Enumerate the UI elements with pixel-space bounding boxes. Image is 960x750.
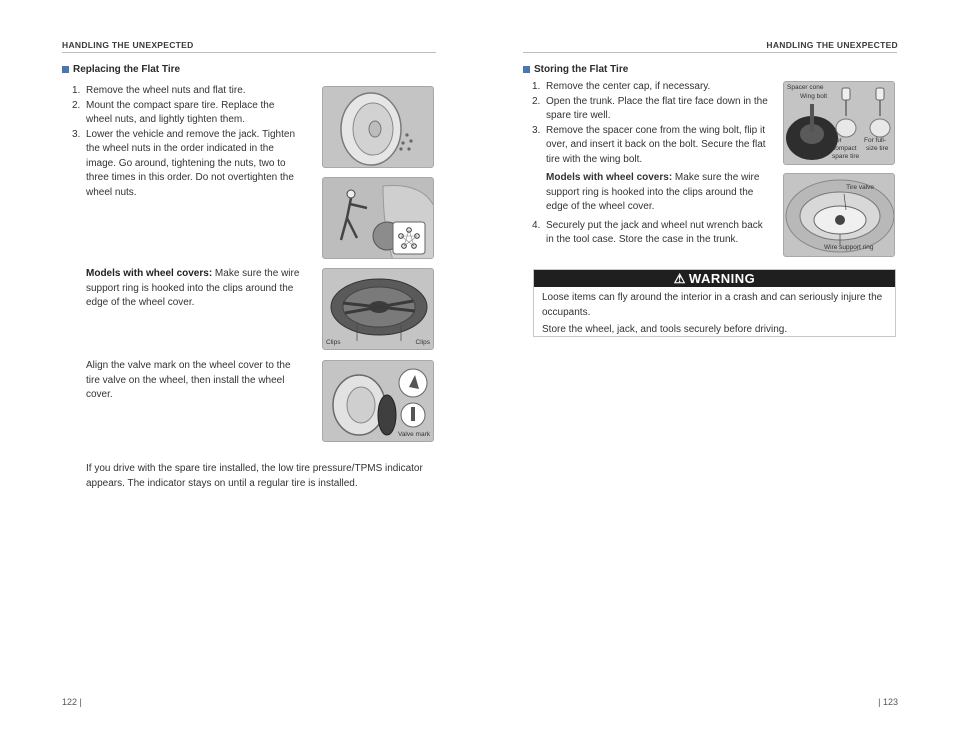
list-item bbox=[532, 124, 768, 168]
step-number: 3. bbox=[532, 124, 541, 136]
models-label: Models with wheel covers: bbox=[86, 268, 213, 279]
caption-wing-bolt: Wing bolt bbox=[800, 93, 828, 100]
header-rule-right bbox=[523, 52, 897, 53]
warning-triangle-icon: ⚠ bbox=[673, 270, 686, 286]
section-title-replacing bbox=[62, 64, 180, 75]
valve-mark-illustration bbox=[323, 361, 434, 442]
step-number: 1. bbox=[72, 85, 81, 96]
step-number: 1. bbox=[532, 81, 541, 92]
caption-for-full-1: For full- bbox=[864, 137, 887, 144]
tire-illustration bbox=[323, 87, 434, 168]
wheel-covers-note-right bbox=[532, 171, 768, 215]
step-number: 3. bbox=[72, 128, 81, 140]
person-tightening-illustration bbox=[323, 178, 434, 259]
figure-spacer-cone bbox=[783, 81, 895, 165]
page-number-right: | 123 bbox=[878, 697, 898, 707]
warning-box bbox=[533, 269, 896, 337]
figure-wheel-cover-clips bbox=[322, 268, 434, 350]
section-title-text: Storing the Flat Tire bbox=[534, 64, 629, 75]
step-text: Lower the vehicle and remove the jack. Tighten the wheel nuts in the order indicated in the image. Go around, tightening the nuts, two to three times in this order. Do not overtighten the wheel nuts. bbox=[86, 128, 296, 198]
caption-valve-mark: Valve mark bbox=[397, 431, 430, 438]
list-item bbox=[532, 219, 768, 248]
models-label: Models with wheel covers: bbox=[546, 172, 673, 183]
warning-body bbox=[534, 287, 895, 345]
tpms-note: If you drive with the spare tire installed, the low tire pressure/TPMS indicator appears. The indicator stays on until a regular tire is installed. bbox=[86, 463, 423, 489]
section-marker-icon bbox=[523, 66, 530, 73]
caption-clips-left: Clips bbox=[326, 339, 341, 346]
warning-paragraph: Store the wheel, jack, and tools securely before driving. bbox=[542, 324, 788, 335]
section-title-storing bbox=[523, 64, 628, 75]
caption-spacer-cone: Spacer cone bbox=[787, 84, 824, 91]
warning-header bbox=[534, 270, 895, 287]
section-marker-icon bbox=[62, 66, 69, 73]
list-item bbox=[532, 95, 768, 124]
caption-wire-support-ring: Wire support ring bbox=[824, 244, 874, 251]
page-header-left: HANDLING THE UNEXPECTED bbox=[62, 40, 194, 50]
models-text: Make sure the wire support ring is hooked into the clips around the edge of the wheel cover. bbox=[86, 268, 300, 308]
step-text: Open the trunk. Place the flat tire face down in the spare tire well. bbox=[546, 95, 768, 121]
valve-align-note: Align the valve mark on the wheel cover to the tire valve on the wheel, then install the wheel cover. bbox=[86, 360, 291, 400]
step-number: 4. bbox=[532, 219, 541, 231]
list-item bbox=[72, 84, 300, 99]
warning-paragraph: Loose items can fly around the interior in a crash and can seriously injure the occupants. bbox=[542, 292, 883, 318]
caption-for-full-2: size tire bbox=[866, 145, 889, 152]
caption-for-compact-2: compact bbox=[832, 145, 857, 152]
caption-clips-right: Clips bbox=[415, 339, 430, 346]
page-header-right: HANDLING THE UNEXPECTED bbox=[766, 40, 898, 50]
wheel-covers-note-left bbox=[86, 267, 300, 311]
step-number: 2. bbox=[72, 99, 81, 111]
figure-tighten-order bbox=[322, 177, 434, 259]
list-item bbox=[72, 128, 300, 201]
section-title-text: Replacing the Flat Tire bbox=[73, 64, 181, 75]
models-text: Make sure the wire support ring is hooked into the clips around the edge of the wheel cover. bbox=[546, 172, 760, 212]
step-number: 2. bbox=[532, 95, 541, 107]
caption-for-compact-1: For bbox=[832, 137, 842, 144]
replace-steps bbox=[72, 84, 300, 200]
caption-tire-valve: Tire valve bbox=[846, 184, 874, 191]
figure-wheel-nuts bbox=[322, 86, 434, 168]
step-text: Securely put the jack and wheel nut wrench back in the tool case. Store the case in the trunk. bbox=[546, 219, 763, 245]
caption-for-compact-3: spare tire bbox=[832, 153, 860, 160]
list-item bbox=[532, 80, 768, 95]
list-item bbox=[72, 99, 300, 128]
step-text: Remove the spacer cone from the wing bolt, flip it over, and insert it back on the bolt. Secure the flat tire with the wing bolt. bbox=[546, 124, 766, 165]
figure-wire-support-ring bbox=[783, 173, 895, 257]
step-text: Remove the center cap, if necessary. bbox=[546, 81, 711, 92]
step-text: Mount the compact spare tire. Replace the wheel nuts, and lightly tighten them. bbox=[86, 99, 275, 125]
storing-steps bbox=[532, 80, 768, 248]
step-text: Remove the wheel nuts and flat tire. bbox=[86, 85, 246, 96]
wheel-cover-illustration bbox=[323, 269, 434, 350]
figure-valve-mark bbox=[322, 360, 434, 442]
page-number-left: 122 | bbox=[62, 697, 82, 707]
warning-title: WARNING bbox=[688, 271, 756, 286]
header-rule-left bbox=[62, 52, 436, 53]
